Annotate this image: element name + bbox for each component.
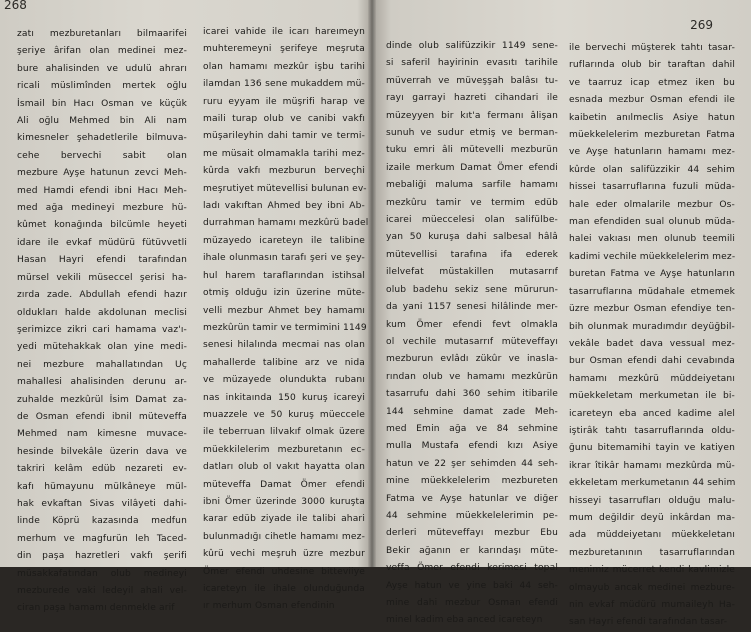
text-line: hul harem taraflarından istihsal [203, 270, 365, 281]
text-line: ekkeletam merkumetanın 44 sehim [569, 478, 736, 489]
right-page-column-1 [386, 38, 558, 630]
text-line: ciran paşa hamamı denmekle arif [17, 603, 175, 614]
text-line: ır merhum Osman efendinin [203, 601, 335, 612]
text-line: senesi hilalında mecmai nas olan [203, 340, 365, 351]
text-line: zatı mezburetanları bilmaarifei [17, 29, 187, 39]
text-line: maili turap olub ve canibi vakfı [203, 114, 365, 125]
text-line: ricali müslimînden mertek oğlu [17, 81, 187, 92]
text-line: linde Köprü kazasında medfun [17, 516, 187, 527]
page-number-right: 269 [690, 18, 713, 32]
text-line: mezburun evlâdı zükûr ve inasla- [386, 354, 558, 365]
text-line: olmayub ancak medinei mezbure- [569, 582, 735, 593]
text-line: ruflarında olub bir taraftan dahil [569, 60, 735, 71]
text-line: Mehmed nam kimesne muvace- [17, 429, 187, 440]
text-line: med Hamdi efendi ibni Hacı Meh- [17, 185, 187, 196]
text-line: olub badehu sekiz sene mürurun- [386, 284, 558, 295]
text-line: nas inkitaında 150 kuruş icareyi [203, 392, 365, 403]
text-line: merhum ve magfurün leh Taced- [17, 533, 187, 544]
text-line: ve Ayşe hatunların hamamı mez- [569, 147, 735, 158]
text-line: nin evkaf müdürü mumaileyh Ha- [569, 600, 735, 610]
text-line: ilelvefat müstakillen mutasarrıf [386, 267, 558, 278]
text-line: kadimi vechile müekkelelerim mez- [569, 251, 736, 262]
text-line: rından olub ve hamamı mezkûrün [386, 371, 558, 382]
text-line: müsakkafatından olub medineyi [17, 568, 187, 579]
text-line: veffa Ömer efendi kerimesi topal [386, 563, 558, 574]
text-line: buretan Fatma ve Ayşe hatunların [569, 269, 735, 280]
text-line: takriri kelâm edüb nezareti ev- [17, 464, 187, 475]
right-page [372, 0, 751, 628]
text-line: İsmail bin Hacı Osman ve küçük [17, 98, 187, 109]
text-line: müteveffa Damat Ömer efendi [203, 479, 365, 490]
text-line: med ağa medineyi mezbure hü- [17, 203, 187, 214]
text-line: müzayedo icareteyn ile talibine [203, 235, 365, 246]
text-line: şeriye ârifan olan medinei mez- [17, 46, 187, 57]
text-line: mine dahi mezbur Osman efendi [386, 598, 558, 608]
text-line: velli mezbur Ahmet bey hamamı [203, 305, 365, 316]
text-line: muazzele ve 50 kuruş müeccele [203, 409, 365, 420]
text-line: minel kadim eba anced icareteyn [386, 615, 543, 626]
text-line: cehe bervechi sabit olan [17, 150, 187, 161]
text-line: müşarileyhin dahi tamir ve termi- [203, 131, 365, 142]
text-line: müekkelelerim mezburetan Fatma [569, 130, 735, 141]
text-line: müekkeletam merkumetan ile bi- [569, 391, 735, 402]
text-line: hisseyi tasarrufları olduğu malu- [569, 495, 735, 506]
text-line: med Emin ağa ve 84 sehmine [386, 423, 558, 434]
text-line: hissei tasarruflarına fuzuli müda- [569, 182, 735, 193]
text-line: dinde olub salifüzzikir 1149 sene- [386, 41, 558, 51]
text-line: Bekir ağanın er karındaşı müte- [386, 545, 558, 556]
left-page-column-1 [17, 26, 187, 618]
text-line: ğunu bitemamihi tayin ve katiyen [569, 443, 735, 454]
text-line: bure ahalisinden ve udulü ahrarı [17, 63, 187, 74]
text-line: şerimizce zikri cari hamama vaz'ı- [17, 324, 187, 335]
text-line: Fatma ve Ayşe hatunlar ve diğer [386, 493, 558, 504]
text-line: yedi mütehakkak olan yine medi- [17, 342, 187, 353]
text-line: icarei müeccelesi olan salifülbe- [386, 215, 558, 226]
text-line: halei vakıası men olunub teemili [569, 234, 735, 245]
text-line: ruru eyyam ile müşrifi harap ve [203, 96, 365, 107]
text-line: bur Osman efendi dahi cevabında [569, 356, 735, 367]
text-line: tuku emri âli mütevelli mezburün [386, 145, 558, 156]
text-line: ada müddeiyetanı müekkeletanı [569, 530, 735, 541]
text-line: mezbure Ayşe hatunun zevci Meh- [17, 168, 187, 179]
text-line: ile bervechi müşterek tahtı tasar- [569, 43, 735, 53]
text-line: Ömer efendi uhdesine bitteviiye [203, 566, 365, 577]
text-line: san Hayri efendi tarafından tasar- [569, 617, 728, 628]
text-line: mahallesi ahalisinden derunu ar- [17, 377, 187, 388]
text-line: hale eder olmalarile mezbur Os- [569, 199, 735, 210]
text-line: ol vechile mutasarrıf müteveffayı [386, 336, 558, 347]
text-line: Ali oğlu Mehmed bin Ali nam [17, 116, 187, 127]
text-line: müzeyyen bir kıt'a fermanı âlişan [386, 110, 558, 121]
text-line: kaibetin anılmeclis Asiye hatun [569, 112, 735, 123]
left-page [0, 0, 372, 614]
text-line: ve taarruz icap etmez iken bu [569, 77, 735, 88]
text-line: hatun ve 22 şer sehimden 44 seh- [386, 458, 558, 469]
text-line: menimiz mücerret kendi kavlimizle [569, 565, 735, 576]
text-line: 44 sehmine müekkelelerimin pe- [386, 510, 558, 521]
text-line: kûrde olan salifüzzikir 44 sehim [569, 164, 735, 175]
text-line: mezburetanının tasarruflarından [569, 547, 735, 558]
text-line: da yani 1157 senesi hilâlinde mer- [386, 302, 558, 313]
text-line: mütevellisi tarafına ifa ederek [386, 249, 558, 260]
text-line: zuhalde mezkûrül İsim Damat za- [17, 394, 187, 405]
text-line: ibni Ömer üzerinde 3000 kuruşta [203, 496, 365, 507]
text-line: mum değildir deyü inkârdan ma- [569, 512, 735, 523]
right-page-column-2 [569, 40, 735, 632]
text-line: mulla Mustafa efendi kızı Asiye [386, 441, 558, 452]
left-page-column-2 [203, 24, 369, 616]
text-line: zırda zade. Abdullah efendi hazır [17, 290, 187, 301]
text-line: ilamdan 136 sene mukaddem mü- [203, 79, 365, 90]
text-line: tasarruflarına müdahale etmemek [569, 286, 735, 297]
text-line: ladı vakıftan Ahmed bey ibni Ab- [203, 201, 365, 212]
text-line: karar edüb ziyade ile talibi ahari [203, 514, 365, 525]
text-line: man efendiden sual olunub müda- [569, 217, 735, 228]
text-line: durrahman hamamı mezkûrü badel [203, 218, 369, 229]
text-line: din paşa hazretleri vakfı şerifi [17, 551, 187, 562]
text-line: oldukları halde akdolunan meclisi [17, 307, 187, 318]
text-line: rayı garrayi hazreti cihandari ile [386, 93, 558, 104]
text-line: derleri müteveffayı mezbur Ebu [386, 528, 558, 539]
text-line: meşrutiyet mütevellisi bulunan ev- [203, 183, 367, 194]
text-line: datları olub ol vakıt hayatta olan [203, 462, 365, 473]
text-line: 144 sehmine damat zade Meh- [386, 406, 558, 417]
text-line: ihale olunmasın tarafı şeri ve şey- [203, 253, 365, 264]
text-line: vekâle badet dava vessual mez- [569, 338, 735, 349]
text-line: mine müekkelelerim mezbureten [386, 476, 558, 487]
text-line: mezburede vaki ledeyil ahali vel- [17, 586, 187, 596]
text-line: kafı hümayunu mülkâneye mül- [17, 481, 187, 492]
text-line: hak evkaftan Sivas vilâyeti dahi- [17, 498, 187, 509]
text-line: bih olunmak muradımdır deyüğbil- [569, 321, 735, 332]
text-line: me müsait olmamakla tarihi mez- [203, 148, 365, 159]
text-line: müverrah ve müveşşah balâsı tu- [386, 75, 558, 86]
text-line: nei mezbure mahallatından Uç [17, 359, 187, 370]
text-line: kimesneler şehadetlerile bilmuva- [17, 133, 187, 144]
text-line: icarei vahide ile icarı hareımeyn [203, 27, 365, 37]
text-line: icareteyn eba anced kadime alel [569, 408, 735, 419]
text-line: ve müzayede olundukta rubanı [203, 375, 365, 386]
text-line: ile teberruan lilvakıf olmak üzere [203, 427, 365, 438]
text-line: üzre mezbur Osman efendiye ten- [569, 304, 735, 315]
text-line: mezkûru tamir ve termim edüb [386, 197, 558, 208]
text-line: yan 50 kuruşa dahi salbesal hâlâ [386, 232, 558, 243]
text-line: otmiş olduğu izin üzerine müte- [203, 288, 365, 299]
text-line: de Osman efendi ibnil müteveffa [17, 411, 187, 422]
text-line: iştirâk tahtı tasarruflarında oldu- [569, 425, 735, 436]
text-line: kûrda vakfı mezburun berveçhi [203, 166, 365, 177]
text-line: mebaliği maluma sarfile hamamı [386, 180, 558, 191]
text-line: muhteremeyni şerifeye meşruta [203, 44, 365, 55]
text-line: kûmet konağında bilcümle heyeti [17, 220, 187, 231]
text-line: tasarrufu dahi 360 sehim itibarile [386, 389, 558, 400]
text-line: hesinde bilvekâle üzerin dava ve [17, 446, 187, 457]
text-line: mahallerde talibine arz ve nida [203, 357, 365, 368]
text-line: mezkûrün tamir ve termimini 1149 [203, 322, 367, 333]
text-line: bulunmadığı cihetle hamamı mez- [203, 531, 365, 542]
text-line: Hasan Hayri efendi tarafından [17, 255, 187, 266]
text-line: icareteyn ile ihale olunduğunda [203, 584, 365, 594]
text-line: sunuh ve sudur etmiş ve berman- [386, 128, 558, 139]
text-line: kum Ömer efendi fevt olmakla [386, 319, 558, 330]
text-line: kûrü vechi meşruh üzre mezbur [203, 549, 365, 560]
text-line: ikrar îtikâr hamamı mezkûrda mü- [569, 460, 735, 471]
text-line: müekkilelerim mezburetanın ec- [203, 444, 365, 455]
text-line: hamamı mezkûrü müddeiyetanı [569, 373, 735, 384]
text-line: olan hamamı mezkûr işbu tarihi [203, 61, 365, 72]
text-line: Ayşe hatun ve yine baki 44 seh- [386, 580, 558, 591]
text-line: izaile merkum Damat Ömer efendi [386, 162, 558, 173]
text-line: esnada mezbur Osman efendi ile [569, 95, 735, 106]
page-number-left: 268 [4, 0, 27, 12]
text-line: si saferil hayirinin evasıtı tarihile [386, 58, 558, 69]
text-line: mürsel vekili müseccel şerisi ha- [17, 272, 187, 283]
text-line: idare ile evkaf müdürü fütüvvetli [17, 237, 187, 248]
